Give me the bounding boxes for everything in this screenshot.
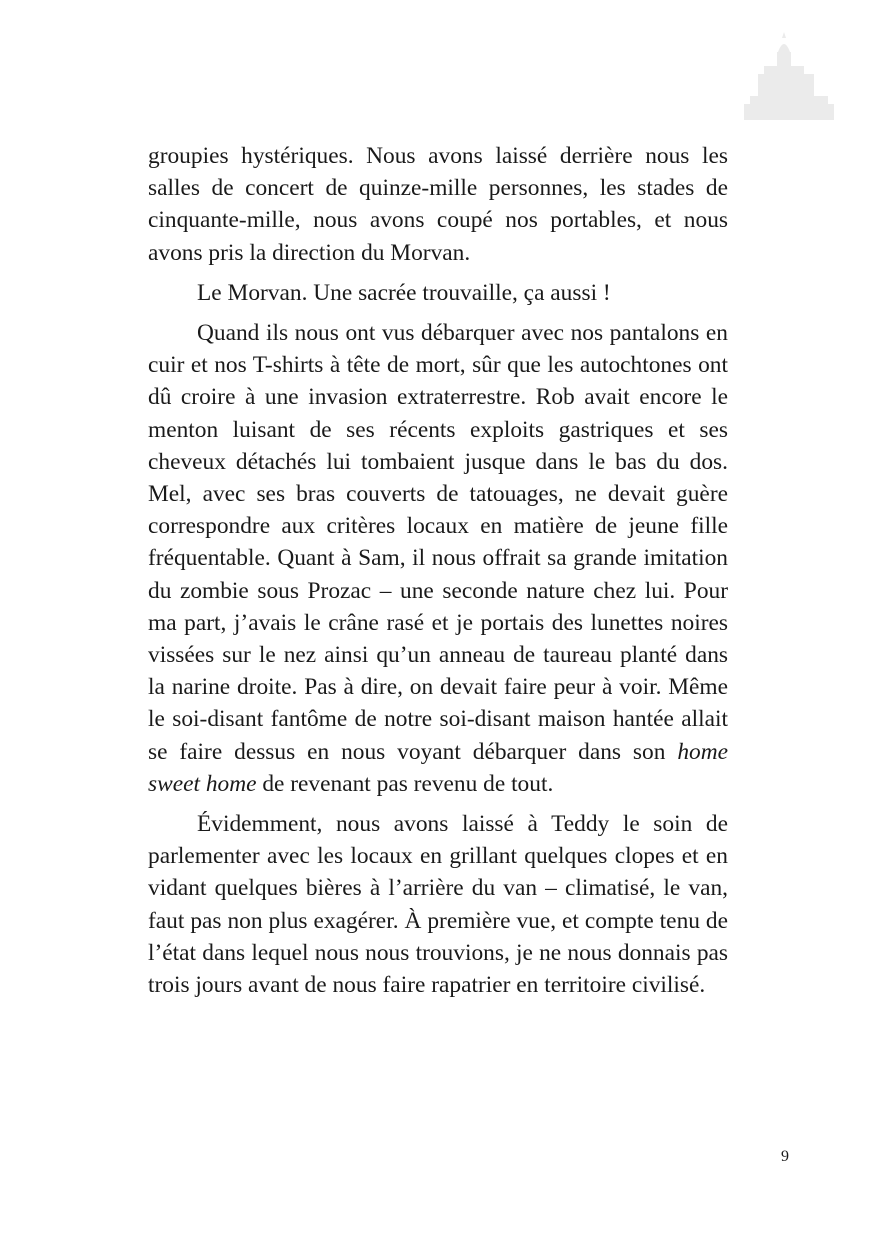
paragraph-3-text-after: de revenant pas revenu de tout. — [256, 770, 554, 797]
paragraph-1: groupies hystériques. Nous avons laissé derrière nous les salles de concert de quinze-mille personnes, les stades de cinquante-mille, nous avons coupé nos portables, et nous avons pris la direction du Morvan. — [148, 143, 728, 266]
body-text — [148, 140, 728, 1009]
paragraph-3-italic-phrase: home sweet home — [148, 738, 728, 797]
paragraph-4: Évidemment, nous avons laissé à Teddy le soin de parlementer avec les locaux en grillant quelques clopes et en vidant quelques bières à l’arrière du van – climatisé, le van, faut pas non plus exagérer. À première vue, et compte tenu de l’état dans lequel nous nous trouvions, je ne nous donnais pas trois jours avant de nous faire rapatrier en territoire civilisé. — [148, 811, 728, 999]
paragraph-3 — [148, 317, 728, 800]
castle-watermark-icon — [744, 30, 834, 125]
paragraph-3-text-before: Quand ils nous ont vus débarquer avec nos pantalons en cuir et nos T-shirts à tête de mort, sûr que les autochtones ont dû croire à une invasion extraterrestre. Rob avait encore le menton luisant de ses récents exploits gastriques et ses cheveux détachés lui tombaient jusque dans le bas du dos. Mel, avec ses bras couverts de tatouages, ne devait guère correspondre aux critères locaux en matière de jeune fille fréquentable. Quant à Sam, il nous offrait sa grande imitation du zombie sous Prozac – une seconde nature chez lui. Pour ma part, j’avais le crâne rasé et je portais des lunettes noires vissées sur le nez ainsi qu’un anneau de taureau planté dans la narine droite. Pas à dire, on devait faire peur à voir. Même le soi-disant fantôme de notre soi-disant maison hantée allait se faire dessus en nous voyant débarquer dans son — [148, 320, 728, 765]
paragraph-2: Le Morvan. Une sacrée trouvaille, ça aussi ! — [197, 279, 611, 306]
page-number: 9 — [781, 1148, 789, 1165]
